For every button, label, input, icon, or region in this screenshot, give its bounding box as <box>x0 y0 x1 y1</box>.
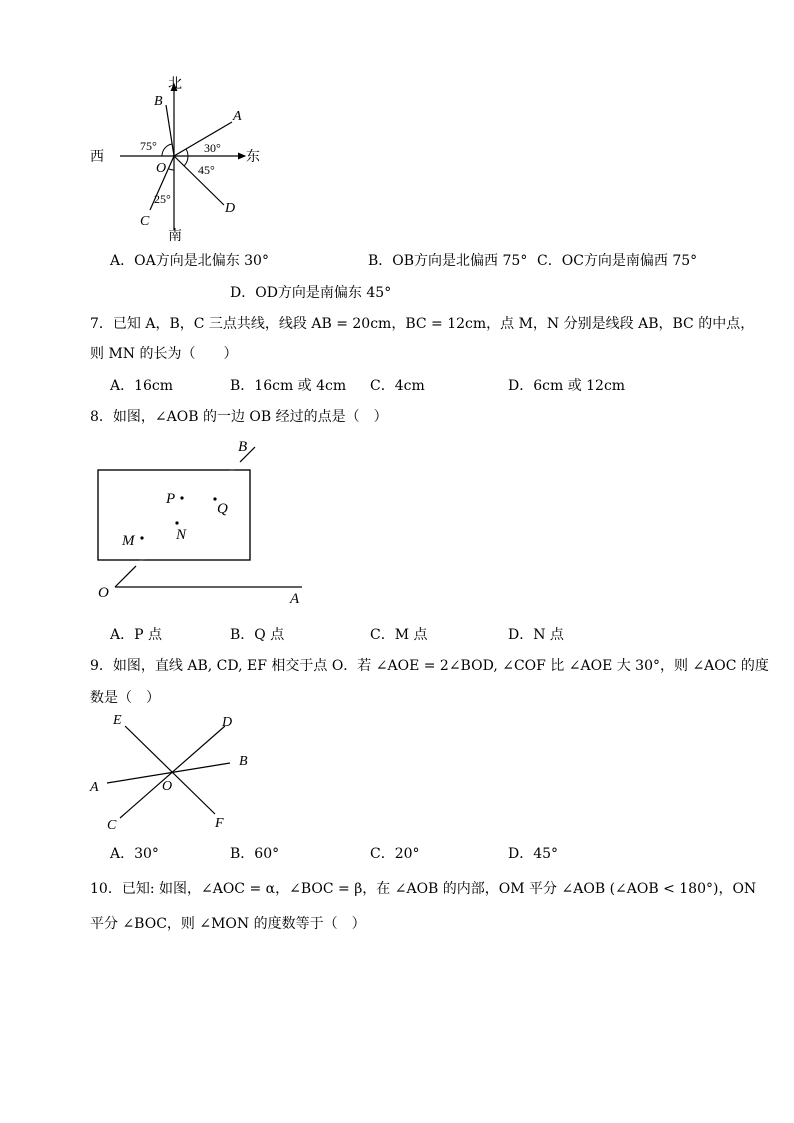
q8-option-c: C．M 点 <box>370 627 428 643</box>
q6-option-a: A．OA方向是北偏东 30° <box>110 253 269 269</box>
q8-label-P: P <box>166 491 176 507</box>
q7-option-b: B．16cm 或 4cm <box>230 378 347 394</box>
q8-figure <box>90 435 310 610</box>
q9-label-C: C <box>107 818 117 833</box>
q8-label-O: O <box>98 585 109 601</box>
q9-option-b: B．60° <box>230 846 280 862</box>
q6-option-b: B．OB方向是北偏西 75° <box>368 253 528 269</box>
q7-stem-line1: 7．已知 A，B，C 三点共线，线段 AB = 20cm，BC = 12cm，点 M，N 分别是线段 AB，BC 的中点， <box>90 316 755 332</box>
q9-label-F: F <box>215 816 224 831</box>
angle-30: 30° <box>204 141 221 155</box>
q7-option-d: D．6cm 或 12cm <box>508 378 626 394</box>
q8-label-Q: Q <box>217 501 228 517</box>
q9-label-B: B <box>239 754 248 769</box>
q7-stem-line2: 则 MN 的长为（ ） <box>90 346 238 362</box>
label-west: 西 <box>90 150 104 165</box>
angle-45: 45° <box>198 163 215 177</box>
angle-75: 75° <box>140 139 157 153</box>
q9-label-O: O <box>162 779 173 794</box>
label-B: B <box>154 94 163 109</box>
q7-option-a: A．16cm <box>110 378 174 394</box>
q8-label-M: M <box>122 533 135 549</box>
q9-label-A: A <box>90 780 99 795</box>
q8-label-B: B <box>238 439 248 455</box>
label-A: A <box>233 109 242 124</box>
q8-option-b: B．Q 点 <box>230 627 285 643</box>
q8-stem: 8．如图，∠AOB 的一边 OB 经过的点是（ ） <box>90 409 388 425</box>
label-O: O <box>156 161 167 176</box>
q8-option-a: A．P 点 <box>110 627 162 643</box>
q8-option-d: D．N 点 <box>508 627 564 643</box>
compass-figure <box>80 70 280 245</box>
label-east: 东 <box>246 150 260 165</box>
label-C: C <box>140 214 150 229</box>
q10-stem-line2: 平分 ∠BOC，则 ∠MON 的度数等于（ ） <box>90 916 366 932</box>
label-D: D <box>225 201 236 216</box>
q9-label-E: E <box>113 713 122 728</box>
q9-stem-line1: 9．如图，直线 AB, CD, EF 相交于点 O．若 ∠AOE = 2∠BOD, ∠COF 比 ∠AOE 大 30°，则 ∠AOC 的度 <box>90 658 769 674</box>
label-south: 南 <box>168 229 182 244</box>
q9-label-D: D <box>222 715 233 730</box>
label-north: 北 <box>168 77 182 92</box>
q6-option-d: D．OD方向是南偏东 45° <box>230 285 392 301</box>
q9-stem-line2: 数是（ ） <box>90 690 160 706</box>
q9-option-d: D．45° <box>508 846 559 862</box>
q10-stem-line1: 10．已知: 如图，∠AOC = α，∠BOC = β，在 ∠AOB 的内部，OM 平分 ∠AOB (∠AOB < 180°)，ON <box>90 881 757 897</box>
q9-option-c: C．20° <box>370 846 420 862</box>
q9-option-a: A．30° <box>110 846 159 862</box>
q8-label-N: N <box>176 527 187 543</box>
q8-label-A: A <box>290 591 300 607</box>
q6-option-c: C．OC方向是南偏西 75° <box>537 253 698 269</box>
q9-figure <box>85 708 275 838</box>
angle-25: 25° <box>154 192 171 206</box>
q7-option-c: C．4cm <box>370 378 425 394</box>
